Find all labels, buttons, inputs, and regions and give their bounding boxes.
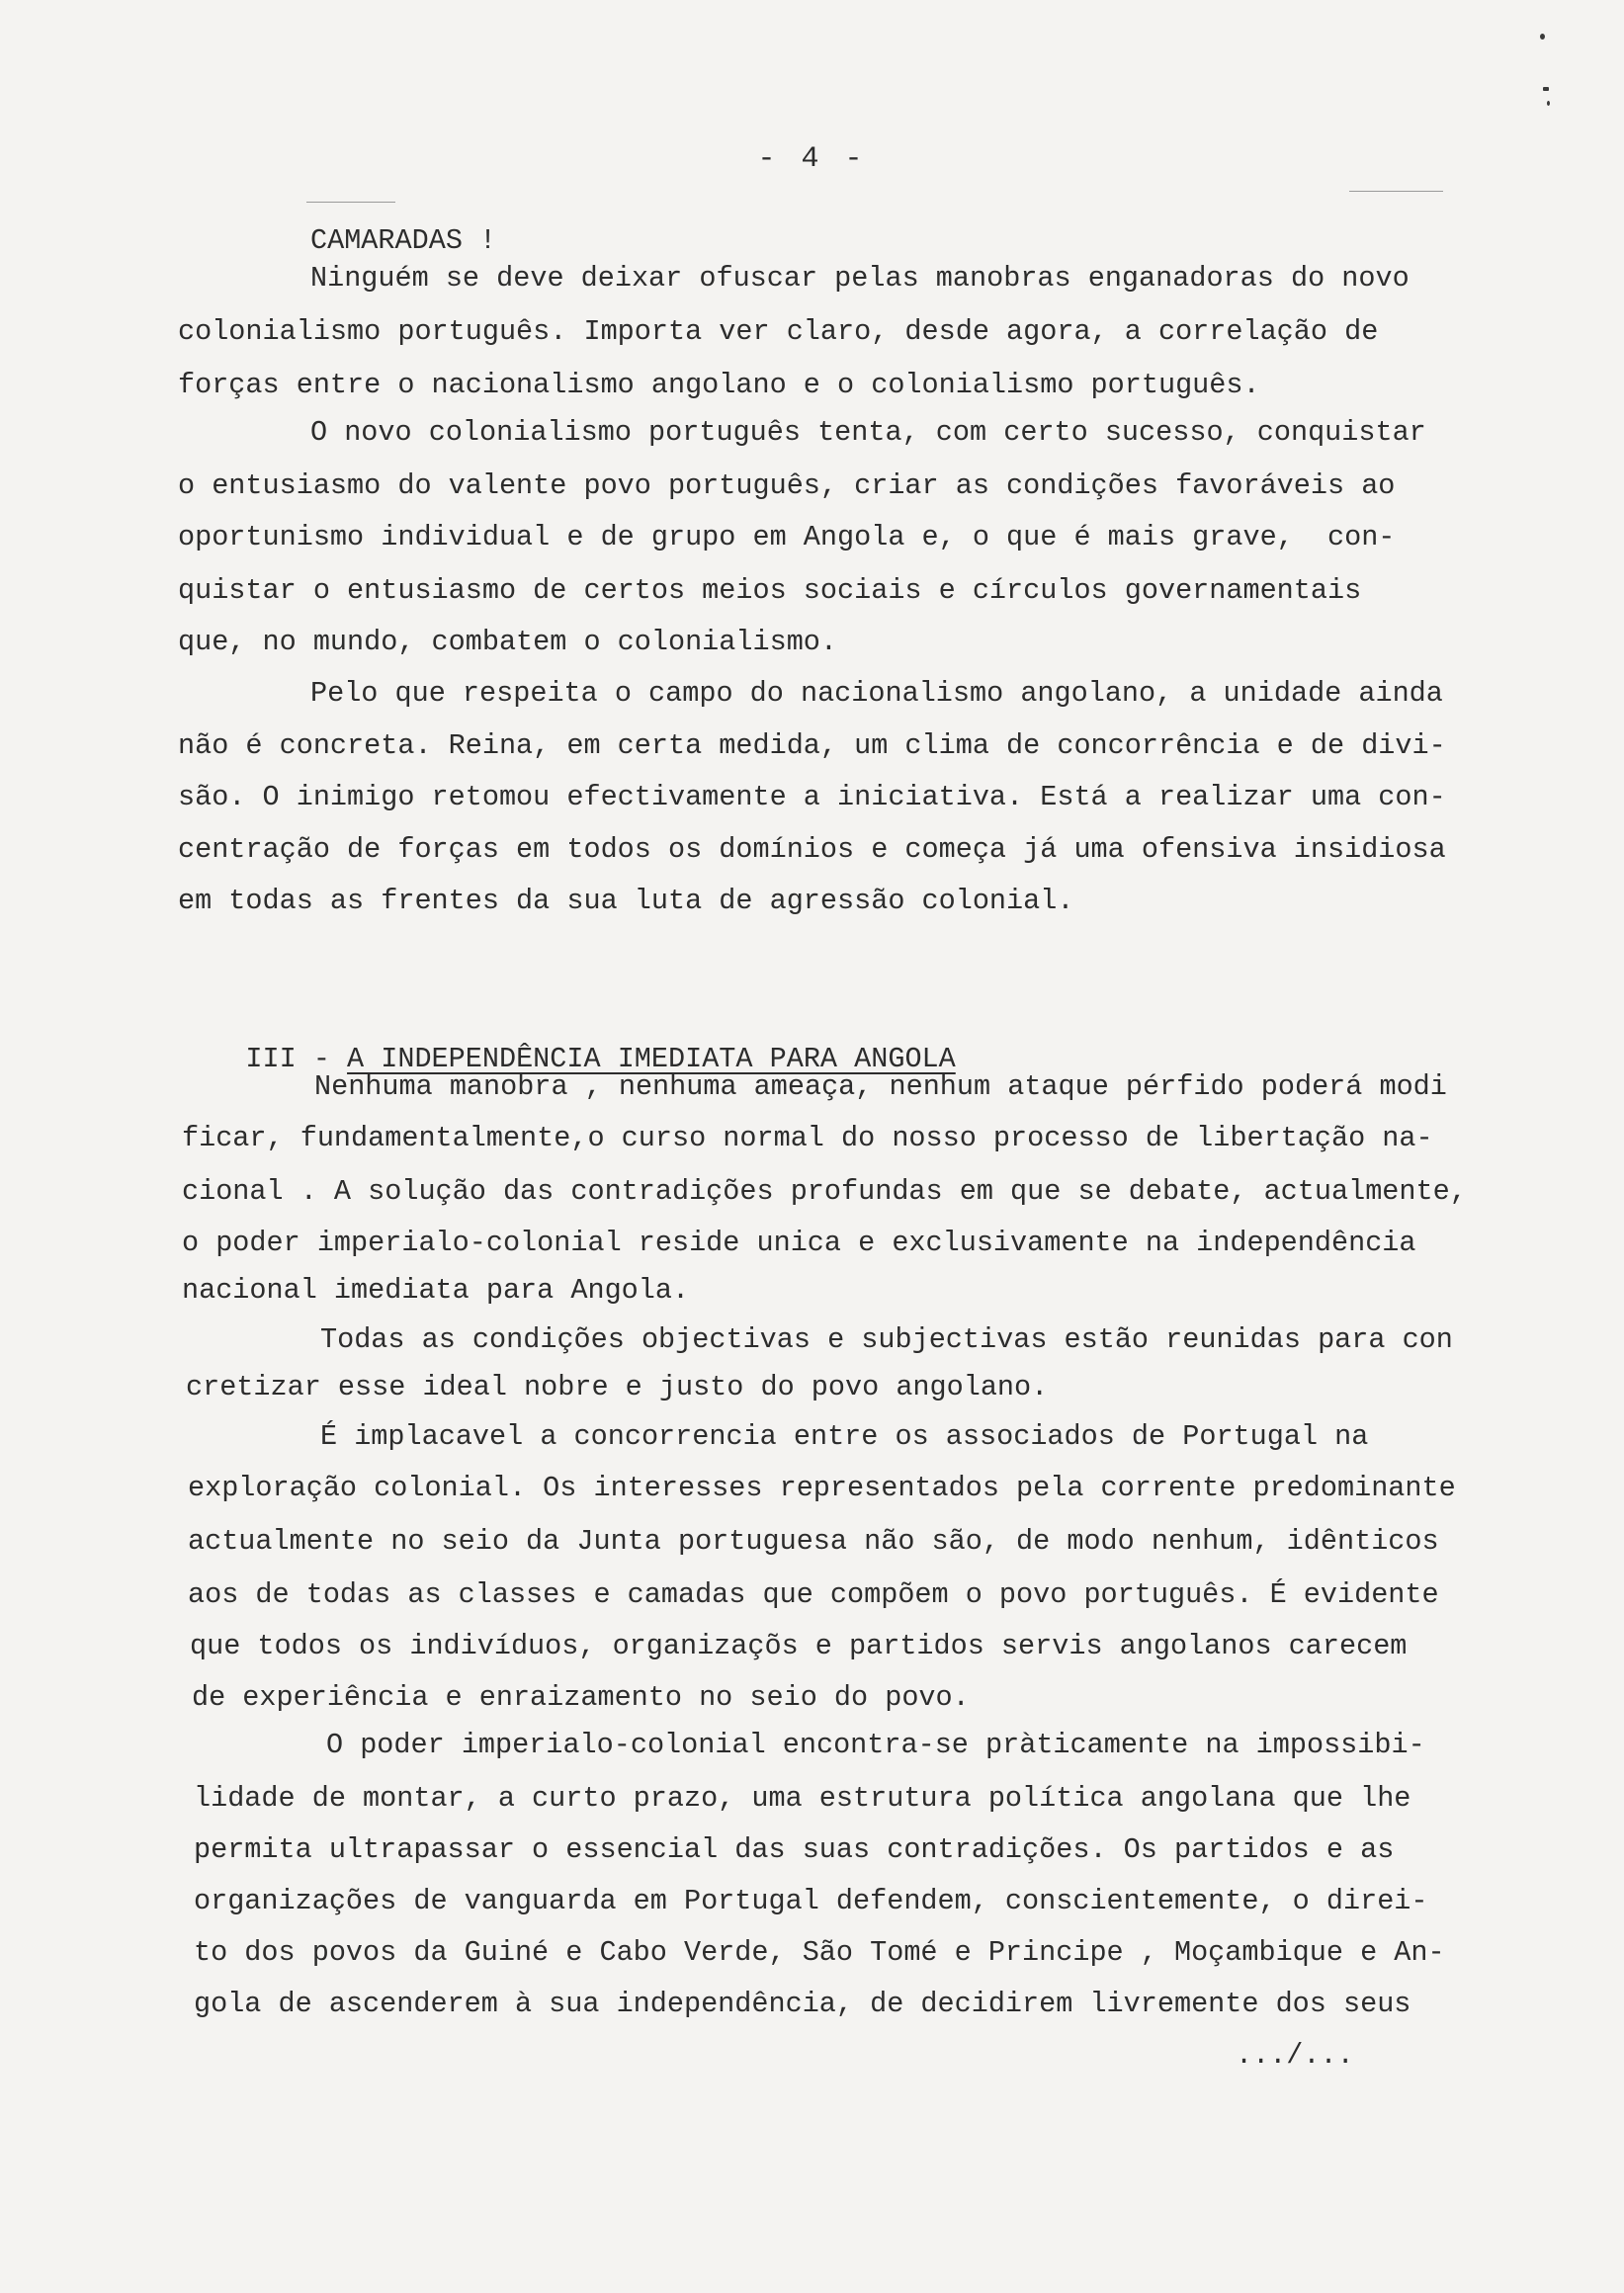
paragraph-line: o entusiasmo do valente povo português, criar as condições favoráveis ao <box>178 469 1396 502</box>
paragraph-line: não é concreta. Reina, em certa medida, um clima de concorrência e de divi- <box>178 729 1446 762</box>
paragraph-line: organizações de vanguarda em Portugal defendem, conscientemente, o direi- <box>194 1885 1428 1917</box>
faint-rule <box>306 202 395 203</box>
margin-dot-mark <box>1547 101 1550 106</box>
paragraph-line: oportunismo individual e de grupo em Angola e, o que é mais grave, con- <box>178 521 1396 553</box>
paragraph-line: exploração colonial. Os interesses representados pela corrente predominante <box>188 1472 1456 1504</box>
paragraph-line: Nenhuma manobra , nenhuma ameaça, nenhum ataque pérfido poderá modi <box>314 1070 1447 1103</box>
paragraph-line: Pelo que respeita o campo do nacionalismo angolano, a unidade ainda <box>310 677 1443 710</box>
margin-tick-mark <box>1543 87 1549 91</box>
paragraph-line: forças entre o nacionalismo angolano e o colonialismo português. <box>178 369 1260 401</box>
page-number: - 4 - <box>757 142 867 176</box>
paragraph-line: O poder imperialo-colonial encontra-se pràticamente na impossibi- <box>326 1729 1425 1761</box>
paragraph-line: O novo colonialismo português tenta, com certo sucesso, conquistar <box>310 416 1426 449</box>
paragraph-line: nacional imediata para Angola. <box>182 1274 690 1307</box>
section-heading-title: A INDEPENDÊNCIA IMEDIATA PARA ANGOLA <box>347 1043 956 1075</box>
paragraph-line: quistar o entusiasmo de certos meios sociais e círculos governamentais <box>178 574 1362 607</box>
paragraph-line: que todos os indivíduos, organizaçõs e partidos servis angolanos carecem <box>190 1630 1408 1662</box>
paragraph-line: aos de todas as classes e camadas que compõem o povo português. É evidente <box>188 1578 1439 1611</box>
paragraph-line: colonialismo português. Importa ver claro, desde agora, a correlação de <box>178 315 1379 348</box>
paragraph-line: cretizar esse ideal nobre e justo do povo angolano. <box>186 1371 1049 1403</box>
paragraph-line: ficar, fundamentalmente,o curso normal do nosso processo de libertação na- <box>182 1122 1433 1154</box>
paragraph-line: são. O inimigo retomou efectivamente a iniciativa. Está a realizar uma con- <box>178 781 1446 813</box>
paragraph-line: permita ultrapassar o essencial das suas contradições. Os partidos e as <box>194 1833 1395 1866</box>
paragraph-line: de experiência e enraizamento no seio do povo. <box>192 1681 970 1714</box>
paragraph-line: lidade de montar, a curto prazo, uma estrutura política angolana que lhe <box>194 1782 1411 1815</box>
continuation-marker: .../... <box>1236 2039 1354 2072</box>
paragraph-line: Todas as condições objectivas e subjectivas estão reunidas para con <box>320 1323 1453 1356</box>
paragraph-line: gola de ascenderem à sua independência, de decidirem livremente dos seus <box>194 1988 1411 2020</box>
faint-rule <box>1349 191 1443 192</box>
paragraph-line: Ninguém se deve deixar ofuscar pelas manobras enganadoras do novo <box>310 262 1410 295</box>
paragraph-line: É implacavel a concorrencia entre os associados de Portugal na <box>320 1420 1369 1453</box>
paragraph-line: cional . A solução das contradições profundas em que se debate, actualmente, <box>182 1175 1467 1208</box>
paragraph-line: centração de forças em todos os domínios e começa já uma ofensiva insidiosa <box>178 833 1446 866</box>
paragraph-line: to dos povos da Guiné e Cabo Verde, São Tomé e Principe , Moçambique e An- <box>194 1936 1445 1969</box>
paragraph-line: que, no mundo, combatem o colonialismo. <box>178 626 838 658</box>
paragraph-line: em todas as frentes da sua luta de agressão colonial. <box>178 885 1074 917</box>
greeting: CAMARADAS ! <box>310 224 497 257</box>
paragraph-line: actualmente no seio da Junta portuguesa não são, de modo nenhum, idênticos <box>188 1525 1439 1558</box>
paragraph-line: o poder imperialo-colonial reside unica e exclusivamente na independência <box>182 1227 1416 1259</box>
margin-dot-mark <box>1540 34 1545 40</box>
section-heading-number: III - <box>245 1043 348 1075</box>
